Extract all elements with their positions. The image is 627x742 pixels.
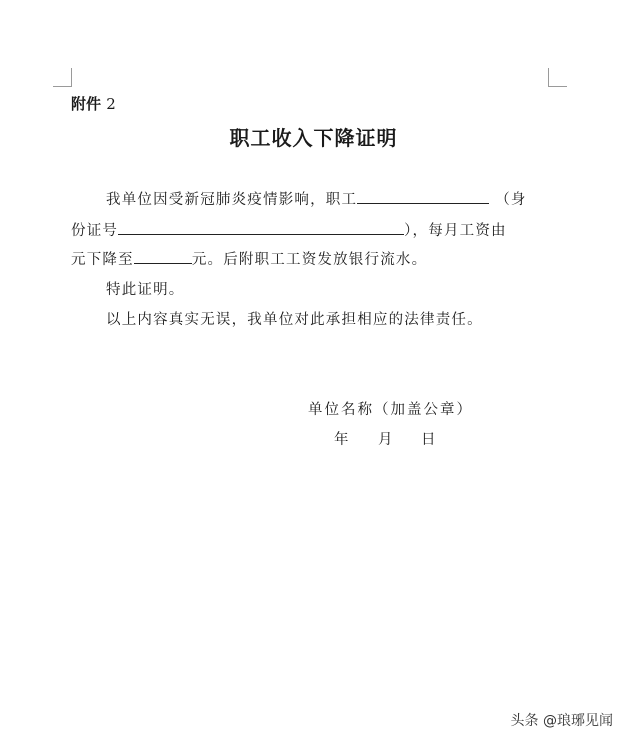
line2-suffix: ），每月工资由 — [404, 223, 507, 239]
id-number-blank — [118, 220, 404, 235]
body-line-3 — [71, 248, 427, 269]
line3-suffix: 元。后附职工工资发放银行流水。 — [191, 252, 428, 268]
margin-mark-top-right — [548, 68, 567, 87]
attachment-label — [71, 93, 116, 114]
line2-prefix: 份证号 — [71, 223, 119, 239]
body-line-4: 特此证明。 — [106, 282, 185, 298]
date-year: 年 — [334, 432, 349, 448]
attachment-number: 2 — [106, 95, 116, 113]
body-line-1 — [106, 188, 527, 209]
line1-suffix: （身 — [495, 192, 527, 208]
date-day: 日 — [421, 432, 436, 448]
signature-org-label: 单位名称（加盖公章） — [308, 402, 473, 418]
employee-name-blank — [357, 189, 489, 204]
line1-prefix: 我单位因受新冠肺炎疫情影响，职工 — [106, 192, 358, 208]
date-month: 月 — [378, 432, 393, 448]
attachment-text: 附件 — [71, 95, 102, 113]
body-line-5: 以上内容真实无误，我单位对此承担相应的法律责任。 — [106, 312, 483, 328]
watermark: 头条 @琅琊见闻 — [510, 713, 613, 729]
margin-mark-top-left — [53, 68, 72, 87]
line3-prefix: 元下降至 — [71, 252, 134, 268]
body-line-2 — [71, 219, 507, 240]
reduced-salary-blank — [134, 249, 192, 264]
document-title: 职工收入下降证明 — [229, 126, 398, 150]
